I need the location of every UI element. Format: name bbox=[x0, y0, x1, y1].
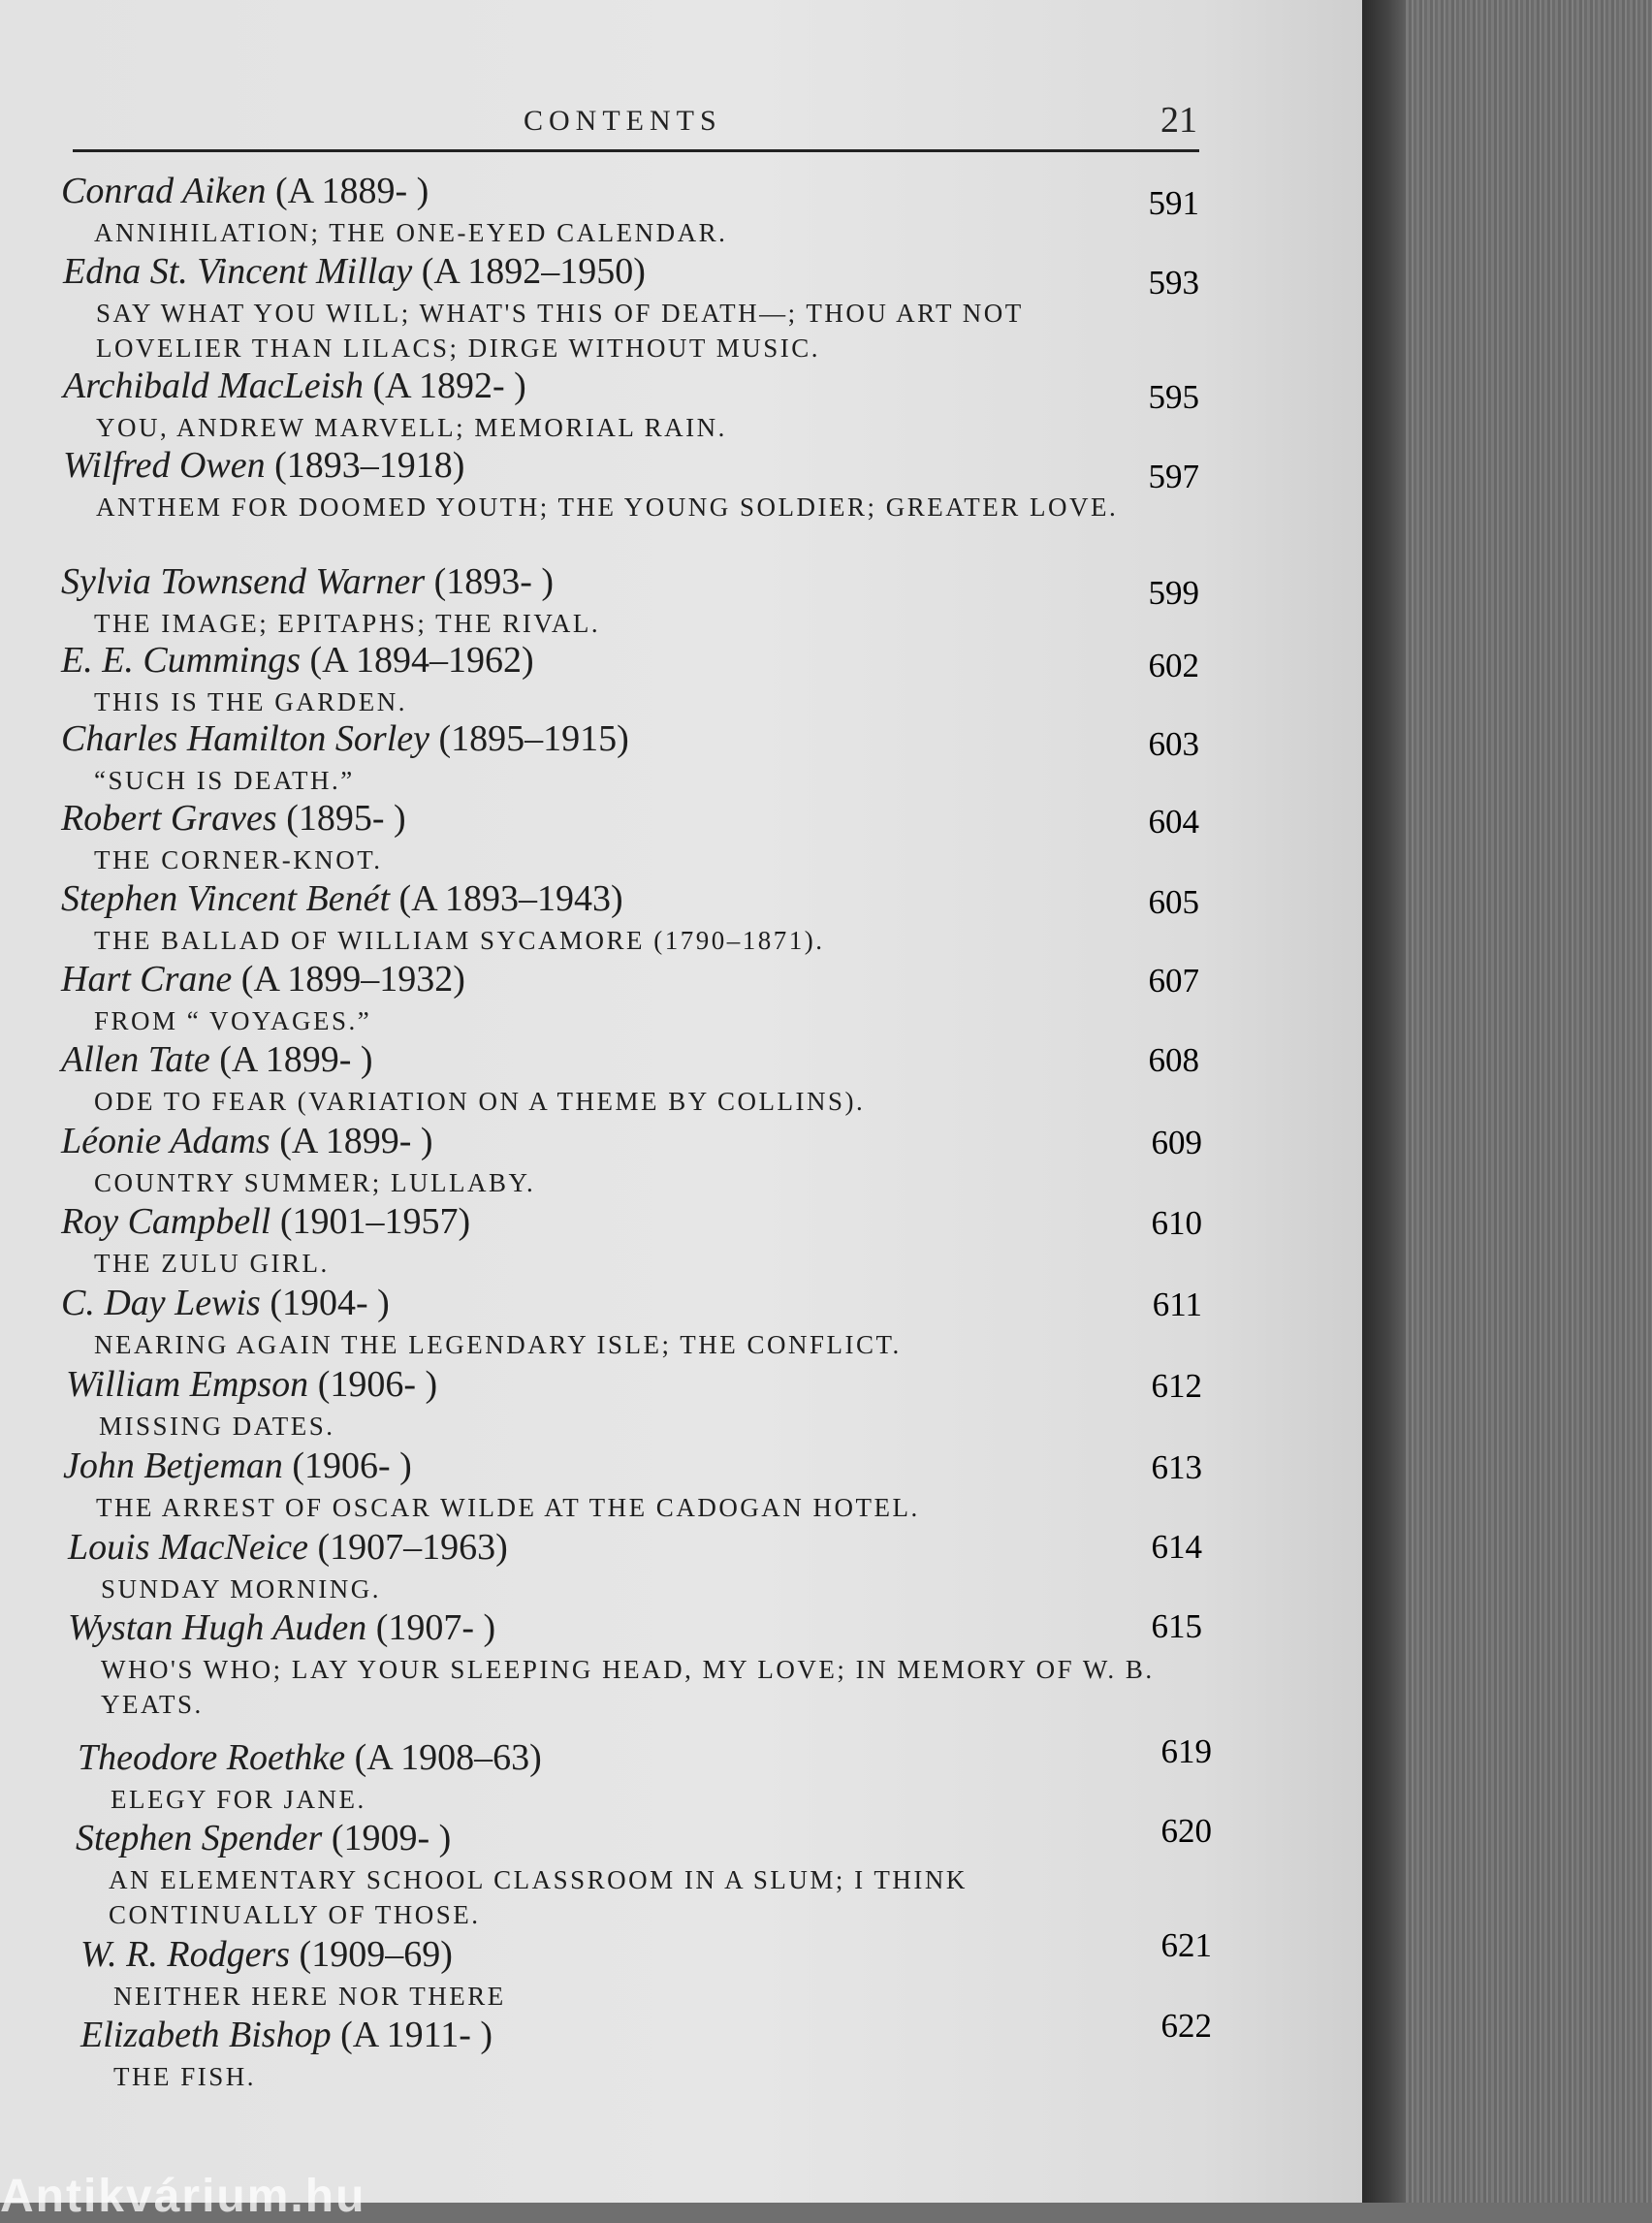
author-name: Léonie Adams bbox=[61, 1121, 270, 1161]
poem-titles: YOU, ANDREW MARVELL; MEMORIAL RAIN. bbox=[96, 413, 727, 442]
author-line bbox=[76, 1817, 451, 1859]
page-reference: 604 bbox=[1148, 803, 1199, 841]
author-line bbox=[61, 958, 465, 1000]
page-reference: 593 bbox=[1148, 264, 1199, 302]
author-dates: (1895–1915) bbox=[438, 718, 629, 759]
page-number: 21 bbox=[1160, 100, 1197, 141]
author-name: Charles Hamilton Sorley bbox=[61, 718, 429, 759]
author-dates: (A 1899- ) bbox=[279, 1121, 433, 1161]
poem-titles: SUNDAY MORNING. bbox=[101, 1574, 382, 1604]
author-name: Sylvia Townsend Warner bbox=[61, 561, 426, 602]
author-name: Wilfred Owen bbox=[63, 445, 266, 486]
author-dates: (1907–1963) bbox=[317, 1527, 508, 1568]
author-dates: (1893- ) bbox=[433, 561, 555, 602]
poem-titles: WHO'S WHO; LAY YOUR SLEEPING HEAD, MY LOVE; IN MEMORY OF W. B. YEATS. bbox=[101, 1655, 1155, 1719]
author-dates: (1906- ) bbox=[292, 1445, 412, 1486]
author-name: Louis MacNeice bbox=[68, 1527, 309, 1568]
author-line bbox=[66, 1363, 437, 1406]
page-reference: 621 bbox=[1160, 1926, 1212, 1964]
background-fabric bbox=[1406, 0, 1652, 2203]
author-dates: (1893–1918) bbox=[274, 445, 465, 486]
poem-titles: NEITHER HERE NOR THERE bbox=[113, 1982, 506, 2011]
author-dates: (A 1889- ) bbox=[274, 171, 429, 211]
author-line bbox=[63, 1445, 412, 1487]
author-line bbox=[63, 250, 646, 293]
page-reference: 612 bbox=[1151, 1367, 1202, 1405]
author-dates: (A 1894–1962) bbox=[309, 640, 534, 681]
author-name: Roy Campbell bbox=[61, 1201, 271, 1242]
page-reference: 597 bbox=[1148, 458, 1199, 495]
poem-titles: ELEGY FOR JANE. bbox=[111, 1785, 366, 1814]
author-name: Edna St. Vincent Millay bbox=[63, 251, 413, 292]
page-reference: 613 bbox=[1151, 1448, 1202, 1486]
page-reference: 622 bbox=[1160, 2007, 1212, 2045]
page-reference: 619 bbox=[1160, 1732, 1212, 1770]
author-line bbox=[61, 639, 534, 682]
author-dates: (A 1911- ) bbox=[340, 2015, 493, 2055]
page-reference: 609 bbox=[1151, 1124, 1202, 1161]
poem-titles: THE BALLAD OF WILLIAM SYCAMORE (1790–1871). bbox=[94, 926, 825, 955]
author-line bbox=[63, 365, 526, 407]
author-line bbox=[68, 1606, 495, 1649]
page-reference: 615 bbox=[1151, 1607, 1202, 1645]
author-line bbox=[61, 1282, 390, 1324]
author-dates: (A 1908–63) bbox=[354, 1737, 542, 1778]
author-dates: (A 1899- ) bbox=[219, 1039, 373, 1080]
author-line bbox=[78, 1736, 542, 1779]
author-name: E. E. Cummings bbox=[61, 640, 301, 681]
author-name: Stephen Vincent Benét bbox=[61, 878, 391, 919]
author-line bbox=[61, 1200, 470, 1243]
author-dates: (A 1893–1943) bbox=[398, 878, 623, 919]
author-dates: (A 1892–1950) bbox=[421, 251, 646, 292]
author-name: Theodore Roethke bbox=[78, 1737, 346, 1778]
page-reference: 610 bbox=[1151, 1204, 1202, 1242]
author-line bbox=[61, 717, 629, 760]
page-reference: 595 bbox=[1148, 378, 1199, 416]
author-name: Elizabeth Bishop bbox=[80, 2015, 332, 2055]
author-line bbox=[80, 2014, 492, 2056]
poem-titles: AN ELEMENTARY SCHOOL CLASSROOM IN A SLUM; I THINK CONTINUALLY OF THOSE. bbox=[109, 1865, 968, 1929]
author-dates: (1901–1957) bbox=[279, 1201, 471, 1242]
poem-titles: NEARING AGAIN THE LEGENDARY ISLE; THE CONFLICT. bbox=[94, 1330, 902, 1359]
author-line bbox=[61, 560, 554, 603]
contents-heading: CONTENTS bbox=[524, 105, 722, 137]
poem-titles: THE IMAGE; EPITAPHS; THE RIVAL. bbox=[94, 609, 601, 638]
author-dates: (1895- ) bbox=[286, 798, 406, 839]
poem-titles: THE ZULU GIRL. bbox=[94, 1249, 330, 1278]
author-line bbox=[61, 1120, 433, 1162]
page-reference: 608 bbox=[1148, 1041, 1199, 1079]
author-line bbox=[63, 444, 464, 487]
page-reference: 602 bbox=[1148, 647, 1199, 684]
poem-titles: THIS IS THE GARDEN. bbox=[94, 687, 407, 716]
author-name: Hart Crane bbox=[61, 959, 233, 1000]
poem-titles: ANTHEM FOR DOOMED YOUTH; THE YOUNG SOLDIER; GREATER LOVE. bbox=[96, 492, 1119, 522]
poem-titles: “SUCH IS DEATH.” bbox=[94, 766, 355, 795]
author-dates: (1909- ) bbox=[331, 1818, 452, 1858]
poem-titles: COUNTRY SUMMER; LULLABY. bbox=[94, 1168, 536, 1197]
page-reference: 611 bbox=[1152, 1286, 1202, 1323]
author-dates: (1907- ) bbox=[375, 1607, 496, 1648]
poem-titles: THE FISH. bbox=[113, 2062, 257, 2091]
author-name: John Betjeman bbox=[63, 1445, 283, 1486]
author-dates: (1904- ) bbox=[270, 1283, 390, 1323]
poem-titles: ANNIHILATION; THE ONE-EYED CALENDAR. bbox=[94, 218, 728, 247]
author-dates: (1909–69) bbox=[299, 1934, 453, 1975]
author-name: Robert Graves bbox=[61, 798, 277, 839]
page-reference: 599 bbox=[1148, 574, 1199, 612]
author-name: Allen Tate bbox=[61, 1039, 210, 1080]
author-dates: (1906- ) bbox=[317, 1364, 438, 1405]
author-line bbox=[61, 797, 406, 840]
page-reference: 614 bbox=[1151, 1528, 1202, 1566]
page-reference: 605 bbox=[1148, 883, 1199, 921]
author-line bbox=[80, 1933, 453, 1976]
author-name: William Empson bbox=[66, 1364, 309, 1405]
author-dates: (A 1899–1932) bbox=[240, 959, 465, 1000]
author-name: Conrad Aiken bbox=[61, 171, 267, 211]
poem-titles: THE ARREST OF OSCAR WILDE AT THE CADOGAN HOTEL. bbox=[96, 1493, 920, 1522]
author-line bbox=[68, 1526, 508, 1569]
author-dates: (A 1892- ) bbox=[372, 365, 526, 406]
page-reference: 603 bbox=[1148, 725, 1199, 763]
author-name: W. R. Rodgers bbox=[80, 1934, 291, 1975]
author-line bbox=[61, 1038, 373, 1081]
page-reference: 591 bbox=[1148, 184, 1199, 222]
watermark: Antikvárium.hu bbox=[0, 2171, 366, 2222]
poem-titles: ODE TO FEAR (VARIATION ON A THEME BY COLLINS). bbox=[94, 1087, 866, 1116]
poem-titles: SAY WHAT YOU WILL; WHAT'S THIS OF DEATH—; THOU ART NOT LOVELIER THAN LILACS; DIRGE WITHOUT MUSIC. bbox=[96, 299, 1024, 363]
author-name: Stephen Spender bbox=[76, 1818, 323, 1858]
page-reference: 607 bbox=[1148, 962, 1199, 1000]
author-line bbox=[61, 877, 623, 920]
poem-titles: FROM “ VOYAGES.” bbox=[94, 1006, 372, 1035]
poem-titles: THE CORNER-KNOT. bbox=[94, 845, 383, 874]
author-name: Archibald MacLeish bbox=[63, 365, 364, 406]
page-edge-shadow bbox=[1362, 0, 1406, 2203]
poem-titles: MISSING DATES. bbox=[99, 1412, 335, 1441]
author-line bbox=[61, 170, 429, 212]
author-name: Wystan Hugh Auden bbox=[68, 1607, 367, 1648]
page-reference: 620 bbox=[1160, 1812, 1212, 1850]
author-name: C. Day Lewis bbox=[61, 1283, 261, 1323]
